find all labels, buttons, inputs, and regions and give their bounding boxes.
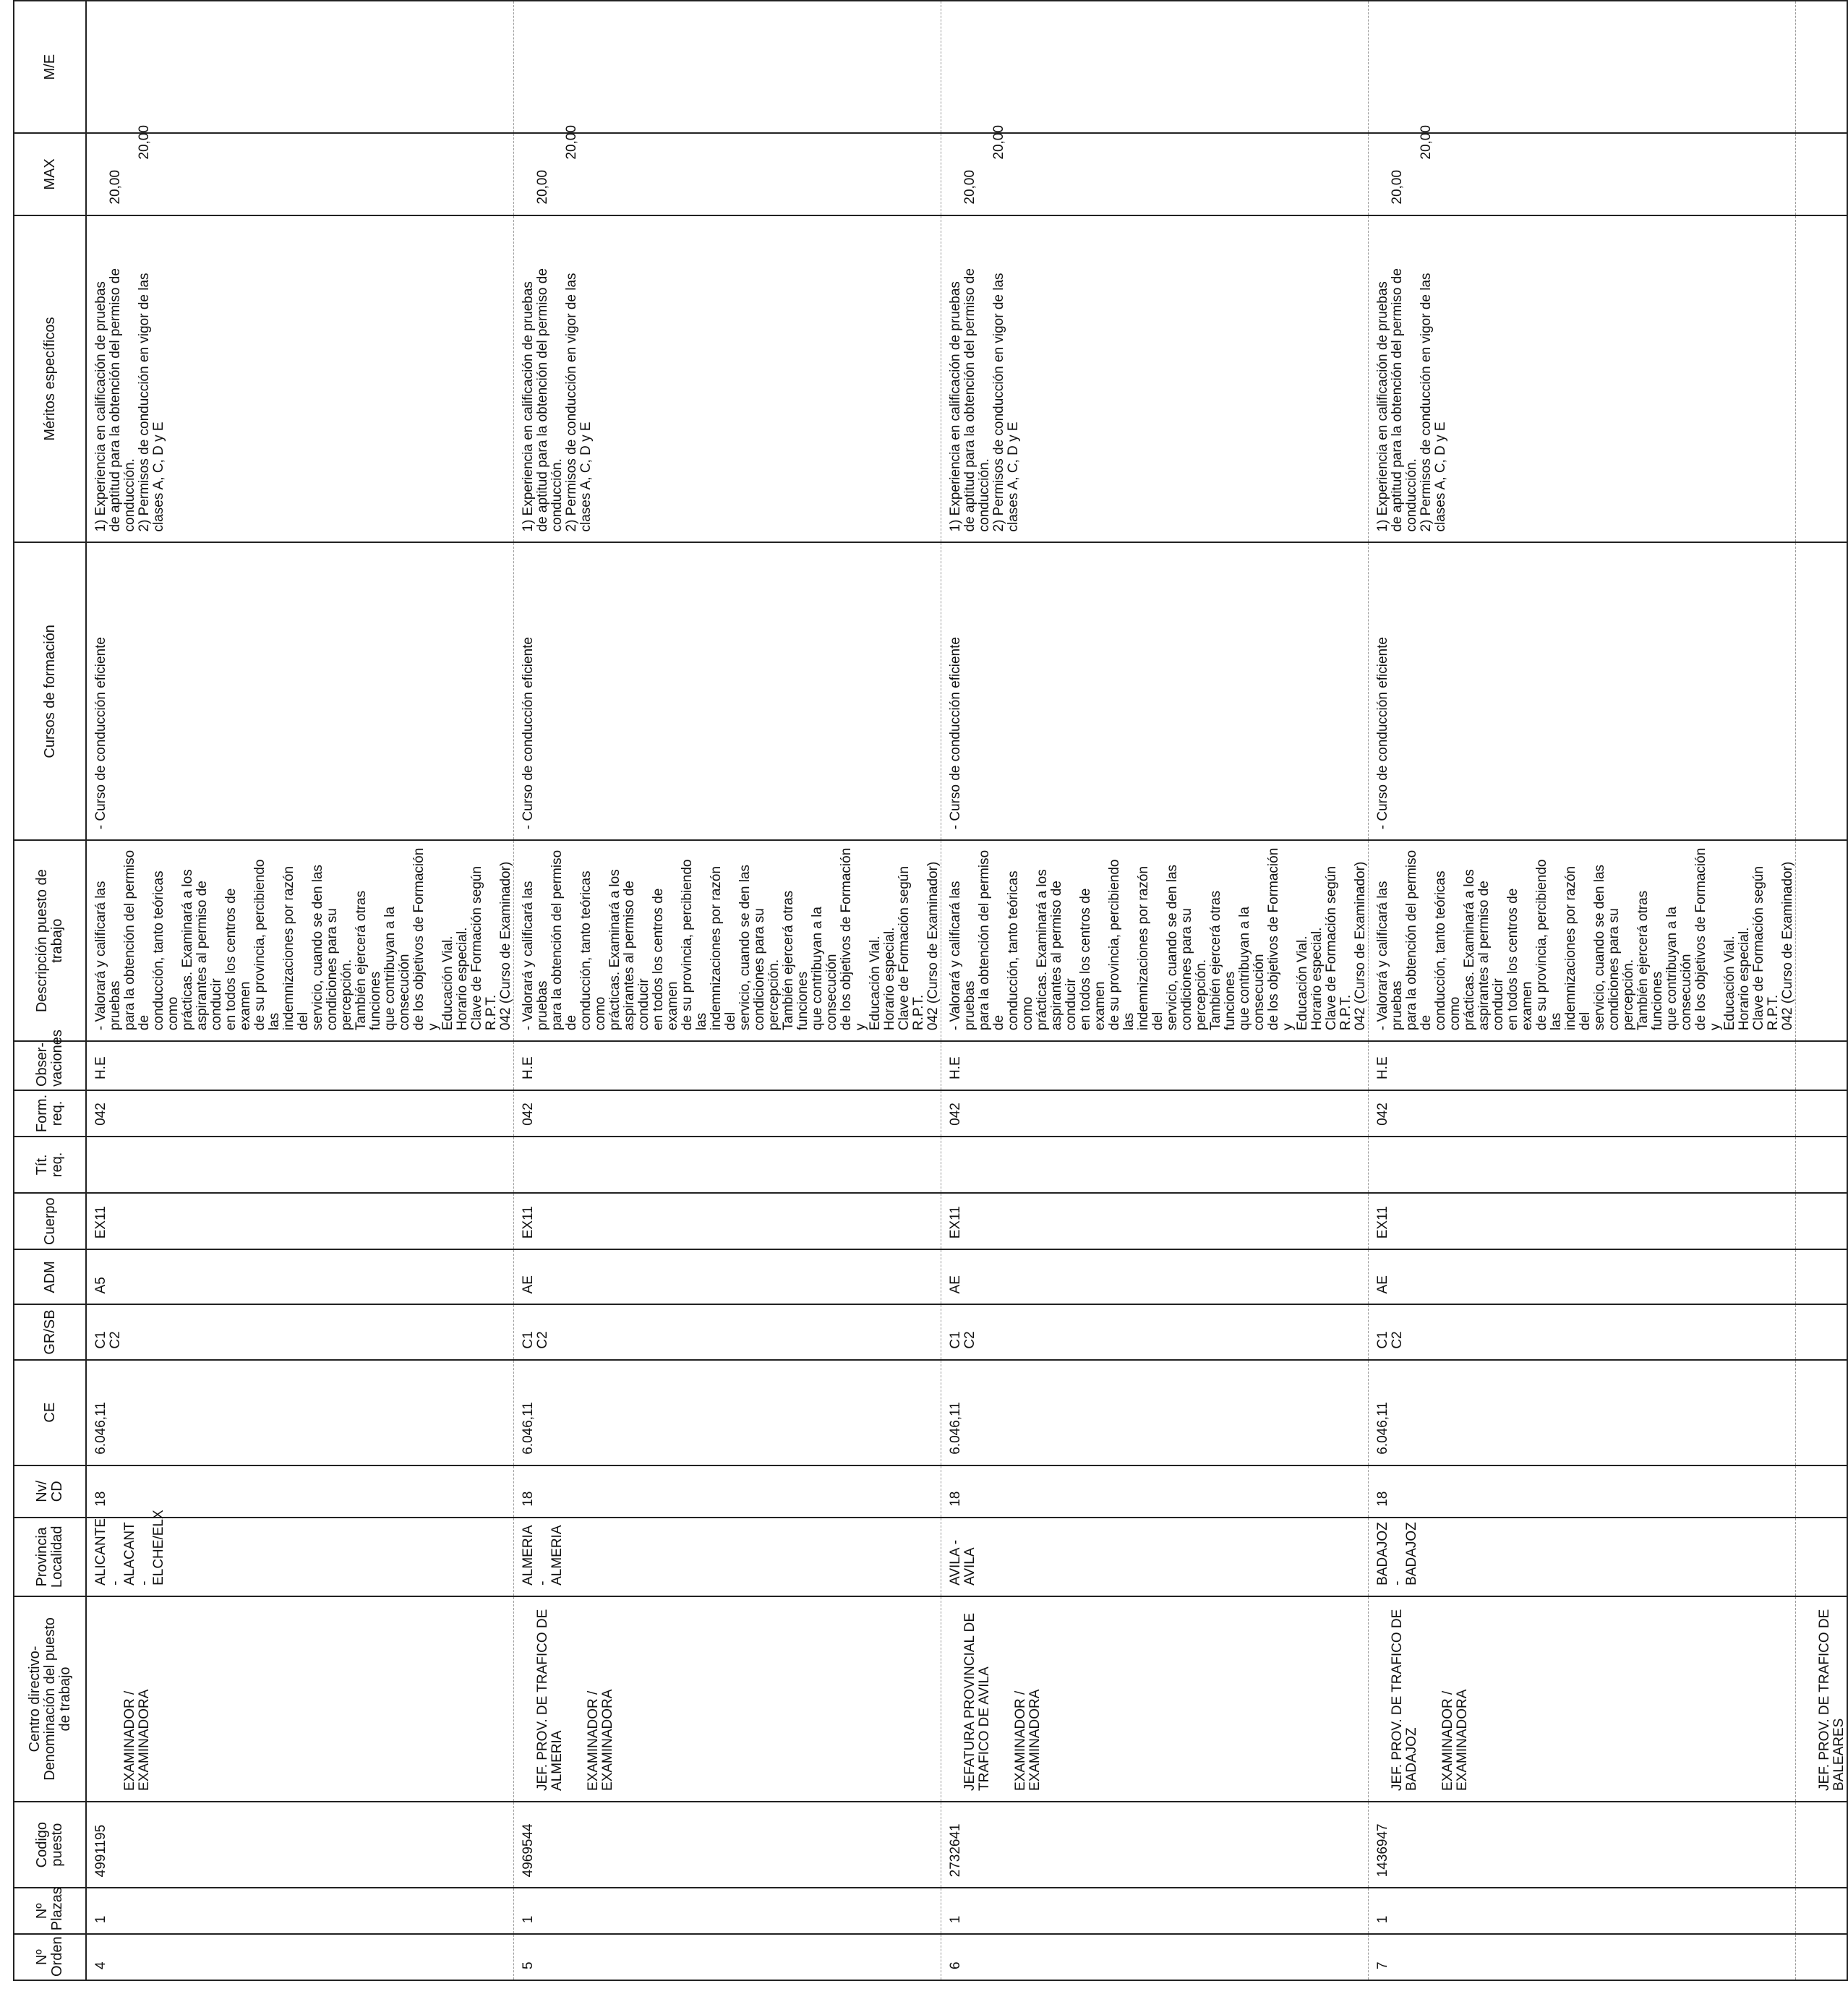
table-row-continuation (1796, 1, 1848, 1980)
orden-cell: 4 (86, 1934, 514, 1980)
plazas-cell: 1 (941, 1888, 1369, 1934)
header-adm: ADM (14, 1249, 86, 1304)
cuerpo-cell: EX11 (1369, 1193, 1796, 1249)
header-codigo: Codigo puesto (14, 1802, 86, 1888)
header-descripcion: Descripción puesto de trabajo (14, 840, 86, 1041)
plazas-cell: 1 (514, 1888, 941, 1934)
plazas-cell: 1 (86, 1888, 514, 1934)
ce-cell: 6.046,11 (1369, 1360, 1796, 1465)
centro-directivo: JEFATURA PROVINCIAL DE TRAFICO DE AVILA (962, 1612, 992, 1791)
header-plazas: Nº Plazas (14, 1888, 86, 1934)
max-value-2: 20,00 (991, 125, 1006, 160)
codigo-cell: 2732641 (941, 1802, 1369, 1888)
centro-directivo: JEF. PROV. DE TRAFICO DE BALEARES (1817, 1609, 1847, 1791)
table-row (941, 1, 1369, 1980)
header-cuerpo: Cuerpo (14, 1193, 86, 1249)
centro-cell (941, 1596, 1369, 1802)
nivel-cell: 18 (941, 1465, 1369, 1518)
codigo-cell: 4969544 (514, 1802, 941, 1888)
denominacion: EXAMINADOR / EXAMINADORA (586, 1689, 615, 1791)
descripcion-cell: - Valorará y calificará las pruebas para la obtención del permiso de conducción, tanto teóricas como prácticas. Examinará a los aspirantes al permiso de conducir en todos los centros de examen de su provincia, percibiendo las indemnizaciones por razón del servicio, cuando se den las condiciones para su percepción. También ejercerá otras funciones que contribuyan a la consecución de los objetivos de Formación y Educación Vial. Horario especial. Clave de Formación según R.P.T. 042 (Curso de Examinador) (941, 840, 1369, 1041)
header-meritos: Méritos específicos (14, 215, 86, 543)
obs-cell: H.E (941, 1041, 1369, 1090)
centro-cell (514, 1596, 941, 1802)
nivel-cell: 18 (1369, 1465, 1796, 1518)
cuerpo-cell: EX11 (86, 1193, 514, 1249)
meritos-cell: 1) Experiencia en calificación de pruebas de aptitud para la obtención del permiso de conducción. 2) Permisos de conducción en vigor de las clases A, C, D y E (86, 215, 514, 543)
form-cell: 042 (86, 1090, 514, 1137)
grupo-cell: C1 C2 (1369, 1304, 1796, 1359)
header-centro: Centro directivo- Denominación del puesto de trabajo (14, 1596, 86, 1802)
header-row (14, 1, 86, 1980)
grupo-cell: C1 C2 (514, 1304, 941, 1359)
adm-cell: AE (941, 1249, 1369, 1304)
max-cell (514, 125, 941, 215)
form-cell: 042 (941, 1090, 1369, 1137)
centro-cell (1369, 1596, 1796, 1802)
ce-cell: 6.046,11 (514, 1360, 941, 1465)
grupo-cell: C1 C2 (86, 1304, 514, 1359)
provincia-cell: ALMERIA - ALMERIA (514, 1518, 941, 1596)
header-provincia: Provincia Localidad (14, 1518, 86, 1596)
header-obs: Obser- vaciones (14, 1041, 86, 1090)
adm-cell: AE (1369, 1249, 1796, 1304)
orden-cell: 6 (941, 1934, 1369, 1980)
table-row (1369, 1, 1796, 1980)
obs-cell: H.E (1369, 1041, 1796, 1090)
meritos-cell: 1) Experiencia en calificación de pruebas de aptitud para la obtención del permiso de conducción. 2) Permisos de conducción en vigor de las clases A, C, D y E (941, 215, 1369, 543)
tit-cell (86, 1137, 514, 1193)
header-nivel: Nv/ CD (14, 1465, 86, 1518)
descripcion-cell: - Valorará y calificará las pruebas para la obtención del permiso de conducción, tanto teóricas como prácticas. Examinará a los aspirantes al permiso de conducir en todos los centros de examen de su provincia, percibiendo las indemnizaciones por razón del servicio, cuando se den las condiciones para su percepción. También ejercerá otras funciones que contribuyan a la consecución de los objetivos de Formación y Educación Vial. Horario especial. Clave de Formación según R.P.T. 042 (Curso de Examinador) (514, 840, 941, 1041)
adm-cell: AE (514, 1249, 941, 1304)
provincia-cell: AVILA - AVILA (941, 1518, 1369, 1596)
header-me: M/E (14, 1, 86, 133)
centro-directivo: JEF. PROV. DE TRAFICO DE BADAJOZ (1390, 1609, 1419, 1791)
codigo-cell: 4991195 (86, 1802, 514, 1888)
tit-cell (941, 1137, 1369, 1193)
max-value-1: 20,00 (962, 170, 978, 205)
denominacion: EXAMINADOR / EXAMINADORA (1013, 1689, 1043, 1791)
provincia-cell: BADAJOZ - BADAJOZ (1369, 1518, 1796, 1596)
table-row (86, 1, 514, 1980)
obs-cell: H.E (86, 1041, 514, 1090)
meritos-cell: 1) Experiencia en calificación de pruebas de aptitud para la obtención del permiso de conducción. 2) Permisos de conducción en vigor de las clases A, C, D y E (1369, 215, 1796, 543)
centro-cell (1796, 1596, 1848, 1802)
form-cell: 042 (1369, 1090, 1796, 1137)
meritos-cell: 1) Experiencia en calificación de pruebas de aptitud para la obtención del permiso de conducción. 2) Permisos de conducción en vigor de las clases A, C, D y E (514, 215, 941, 543)
denominacion: EXAMINADOR / EXAMINADORA (122, 1689, 152, 1791)
nivel-cell: 18 (86, 1465, 514, 1518)
obs-cell: H.E (514, 1041, 941, 1090)
cursos-cell: - Curso de conducción eficiente (1369, 543, 1796, 841)
header-grupo: GR/SB (14, 1304, 86, 1359)
cursos-cell: - Curso de conducción eficiente (86, 543, 514, 841)
me-cell (1369, 1, 1796, 133)
denominacion: EXAMINADOR / EXAMINADORA (1440, 1689, 1470, 1791)
provincia-cell: ALICANTE - ALACANT - ELCHE/ELX (86, 1518, 514, 1596)
tit-cell (1369, 1137, 1796, 1193)
header-tit: Tít. req. (14, 1137, 86, 1193)
cursos-cell: - Curso de conducción eficiente (514, 543, 941, 841)
tit-cell (514, 1137, 941, 1193)
max-value-2: 20,00 (137, 125, 152, 160)
nivel-cell: 18 (514, 1465, 941, 1518)
me-cell (86, 1, 514, 133)
table-row (514, 1, 941, 1980)
orden-cell: 5 (514, 1934, 941, 1980)
descripcion-cell: - Valorará y calificará las pruebas para la obtención del permiso de conducción, tanto teóricas como prácticas. Examinará a los aspirantes al permiso de conducir en todos los centros de examen de su provincia, percibiendo las indemnizaciones por razón del servicio, cuando se den las condiciones para su percepción. También ejercerá otras funciones que contribuyan a la consecución de los objetivos de Formación y Educación Vial. Horario especial. Clave de Formación según R.P.T. 042 (Curso de Examinador) (86, 840, 514, 1041)
form-cell: 042 (514, 1090, 941, 1137)
ce-cell: 6.046,11 (941, 1360, 1369, 1465)
plazas-cell: 1 (1369, 1888, 1796, 1934)
max-cell (1369, 125, 1796, 215)
header-max: MAX (14, 133, 86, 215)
max-cell (941, 125, 1369, 215)
ce-cell: 6.046,11 (86, 1360, 514, 1465)
max-cell (86, 125, 514, 215)
descripcion-cell: - Valorará y calificará las pruebas para la obtención del permiso de conducción, tanto teóricas como prácticas. Examinará a los aspirantes al permiso de conducir en todos los centros de examen de su provincia, percibiendo las indemnizaciones por razón del servicio, cuando se den las condiciones para su percepción. También ejercerá otras funciones que contribuyan a la consecución de los objetivos de Formación y Educación Vial. Horario especial. Clave de Formación según R.P.T. 042 (Curso de Examinador) (1369, 840, 1796, 1041)
max-value-2: 20,00 (564, 125, 579, 160)
header-orden: Nº Orden (14, 1934, 86, 1980)
vacancies-table (13, 0, 1848, 1981)
header-cursos: Cursos de formación (14, 543, 86, 841)
cursos-cell: - Curso de conducción eficiente (941, 543, 1369, 841)
orden-cell: 7 (1369, 1934, 1796, 1980)
max-value-1: 20,00 (108, 170, 123, 205)
me-cell (941, 1, 1369, 133)
me-cell (514, 1, 941, 133)
header-ce: CE (14, 1360, 86, 1465)
adm-cell: A5 (86, 1249, 514, 1304)
max-value-2: 20,00 (1419, 125, 1434, 160)
centro-directivo: JEF. PROV. DE TRAFICO DE ALMERIA (535, 1609, 565, 1791)
centro-cell (86, 1596, 514, 1802)
grupo-cell: C1 C2 (941, 1304, 1369, 1359)
max-value-1: 20,00 (535, 170, 550, 205)
cuerpo-cell: EX11 (941, 1193, 1369, 1249)
header-form: Form. req. (14, 1090, 86, 1137)
max-value-1: 20,00 (1390, 170, 1405, 205)
codigo-cell: 1436947 (1369, 1802, 1796, 1888)
cuerpo-cell: EX11 (514, 1193, 941, 1249)
